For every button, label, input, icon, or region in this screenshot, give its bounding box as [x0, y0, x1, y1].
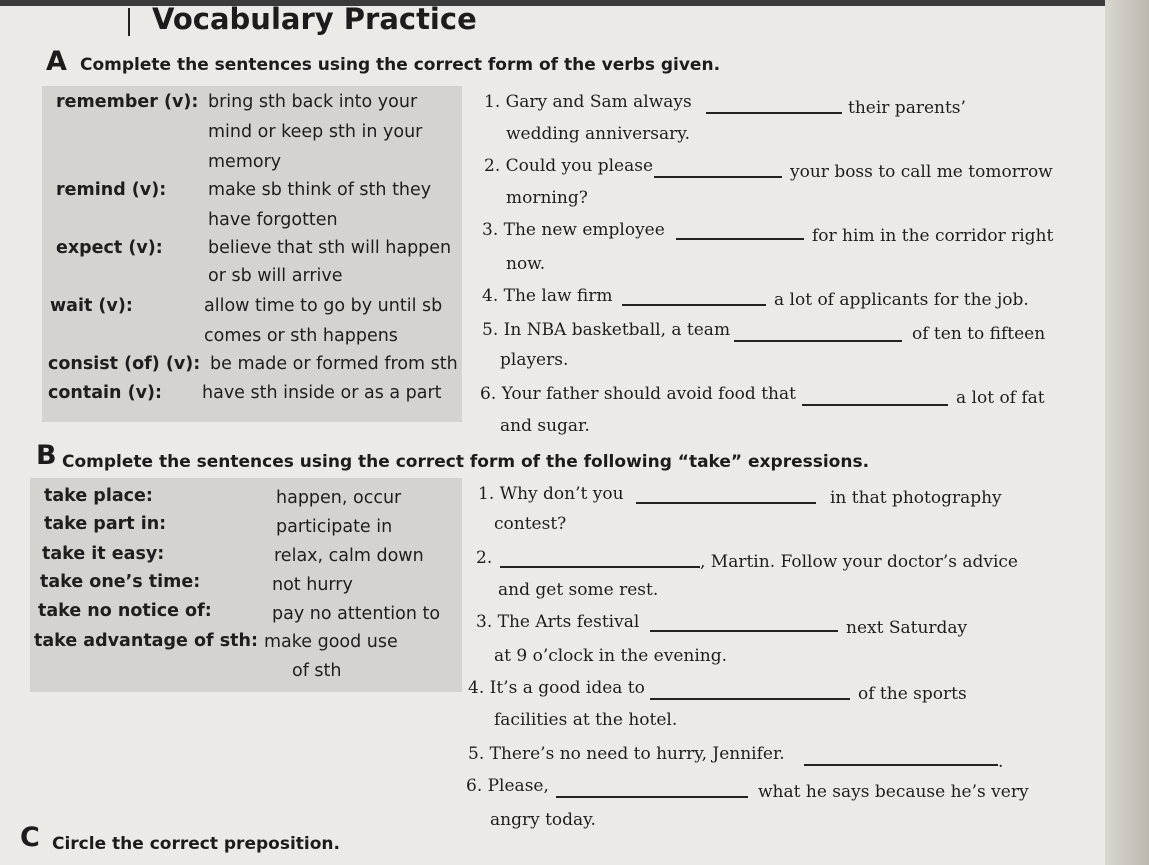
take-def-easy: relax, calm down	[274, 546, 424, 566]
section-a-letter: A	[46, 46, 67, 77]
a-sentence-1-start: 1. Gary and Sam always	[484, 92, 692, 112]
glossary-def-remember-2: mind or keep sth in your	[208, 122, 423, 142]
b-answer-blank-4[interactable]	[650, 698, 850, 700]
take-term-easy: take it easy:	[42, 544, 165, 564]
b-answer-blank-1[interactable]	[636, 502, 816, 504]
b-sentence-1-start: 1. Why don’t you	[478, 484, 624, 504]
a-sentence-4-start: 4. The law firm	[482, 286, 613, 306]
take-def-notice: pay no attention to	[272, 604, 441, 624]
a-answer-blank-5[interactable]	[734, 340, 902, 342]
a-sentence-1-cont: wedding anniversary.	[506, 124, 691, 144]
take-term-time: take one’s time:	[40, 572, 201, 592]
b-answer-blank-6[interactable]	[556, 796, 748, 798]
take-def-advantage-2: of sth	[292, 661, 342, 681]
glossary-term-remember: remember (v):	[56, 92, 199, 112]
glossary-def-consist: be made or formed from sth	[210, 354, 458, 374]
glossary-term-consist: consist (of) (v):	[48, 354, 201, 374]
a-sentence-2-cont: morning?	[506, 188, 588, 208]
glossary-def-remember-3: memory	[208, 152, 282, 172]
a-sentence-6-cont: and sugar.	[500, 416, 590, 436]
section-a-instruction: Complete the sentences using the correct form of the verbs given.	[80, 55, 721, 75]
take-def-place: happen, occur	[276, 488, 402, 508]
take-def-advantage-1: make good use	[264, 632, 398, 652]
b-sentence-4-start: 4. It’s a good idea to	[468, 678, 645, 698]
take-term-advantage: take advantage of sth:	[34, 631, 258, 651]
section-c-instruction: Circle the correct preposition.	[52, 834, 340, 854]
a-answer-blank-4[interactable]	[622, 304, 766, 306]
glossary-term-remind: remind (v):	[56, 180, 167, 200]
b-answer-blank-5[interactable]	[804, 764, 998, 766]
section-b-instruction: Complete the sentences using the correct form of the following “take” expressions.	[62, 452, 870, 472]
a-sentence-6-start: 6. Your father should avoid food that	[480, 384, 796, 404]
b-sentence-1-cont: contest?	[494, 514, 567, 534]
a-answer-blank-2[interactable]	[654, 176, 782, 178]
glossary-def-expect-2: or sb will arrive	[208, 266, 343, 286]
a-answer-blank-6[interactable]	[802, 404, 948, 406]
take-def-time: not hurry	[272, 575, 353, 595]
b-sentence-4-cont: facilities at the hotel.	[494, 710, 678, 730]
take-term-notice: take no notice of:	[38, 601, 212, 621]
glossary-def-expect-1: believe that sth will happen	[208, 238, 452, 258]
a-sentence-6-end: a lot of fat	[956, 388, 1045, 408]
b-sentence-3-cont: at 9 o’clock in the evening.	[494, 646, 728, 666]
a-sentence-3-end: for him in the corridor right	[812, 226, 1054, 246]
b-sentence-4-end: of the sports	[858, 684, 967, 704]
b-sentence-6-end: what he says because he’s very	[758, 782, 1029, 802]
b-sentence-2-num: 2.	[476, 548, 493, 568]
b-sentence-2-end: , Martin. Follow your doctor’s advice	[700, 552, 1018, 572]
a-sentence-3-start: 3. The new employee	[482, 220, 665, 240]
glossary-def-remind-1: make sb think of sth they	[208, 180, 432, 200]
b-sentence-5-start: 5. There’s no need to hurry, Jennifer.	[468, 744, 785, 764]
b-answer-blank-3[interactable]	[650, 630, 838, 632]
b-sentence-5-end: .	[998, 752, 1004, 772]
b-answer-blank-2[interactable]	[500, 566, 700, 568]
b-sentence-2-cont: and get some rest.	[498, 580, 659, 600]
a-sentence-5-start: 5. In NBA basketball, a team	[482, 320, 731, 340]
a-sentence-2-start: 2. Could you please	[484, 156, 654, 176]
a-sentence-5-end: of ten to fifteen	[912, 324, 1046, 344]
glossary-term-wait: wait (v):	[50, 296, 133, 316]
section-c-letter: C	[20, 822, 40, 853]
a-sentence-3-cont: now.	[506, 254, 546, 274]
b-sentence-3-start: 3. The Arts festival	[476, 612, 640, 632]
take-def-part: participate in	[276, 517, 393, 537]
a-sentence-1-end: their parents’	[848, 98, 966, 118]
b-sentence-6-cont: angry today.	[490, 810, 596, 830]
a-sentence-5-cont: players.	[500, 350, 569, 370]
b-sentence-6-start: 6. Please,	[466, 776, 549, 796]
a-answer-blank-3[interactable]	[676, 238, 804, 240]
section-b-letter: B	[36, 440, 57, 471]
page-title: Vocabulary Practice	[152, 2, 477, 36]
b-sentence-3-end: next Saturday	[846, 618, 968, 638]
glossary-def-remind-2: have forgotten	[208, 210, 338, 230]
take-term-place: take place:	[44, 486, 153, 506]
glossary-def-wait-1: allow time to go by until sb	[204, 296, 443, 316]
a-sentence-4-end: a lot of applicants for the job.	[774, 290, 1029, 310]
a-answer-blank-1[interactable]	[706, 112, 842, 114]
a-sentence-2-end: your boss to call me tomorrow	[790, 162, 1053, 182]
glossary-def-remember-1: bring sth back into your	[208, 92, 418, 112]
title-divider	[128, 8, 130, 36]
glossary-def-contain: have sth inside or as a part	[202, 383, 442, 403]
page-edge-shadow	[1105, 0, 1149, 865]
b-sentence-1-end: in that photography	[830, 488, 1002, 508]
glossary-term-expect: expect (v):	[56, 238, 163, 258]
take-term-part: take part in:	[44, 514, 167, 534]
glossary-term-contain: contain (v):	[48, 383, 162, 403]
glossary-def-wait-2: comes or sth happens	[204, 326, 398, 346]
